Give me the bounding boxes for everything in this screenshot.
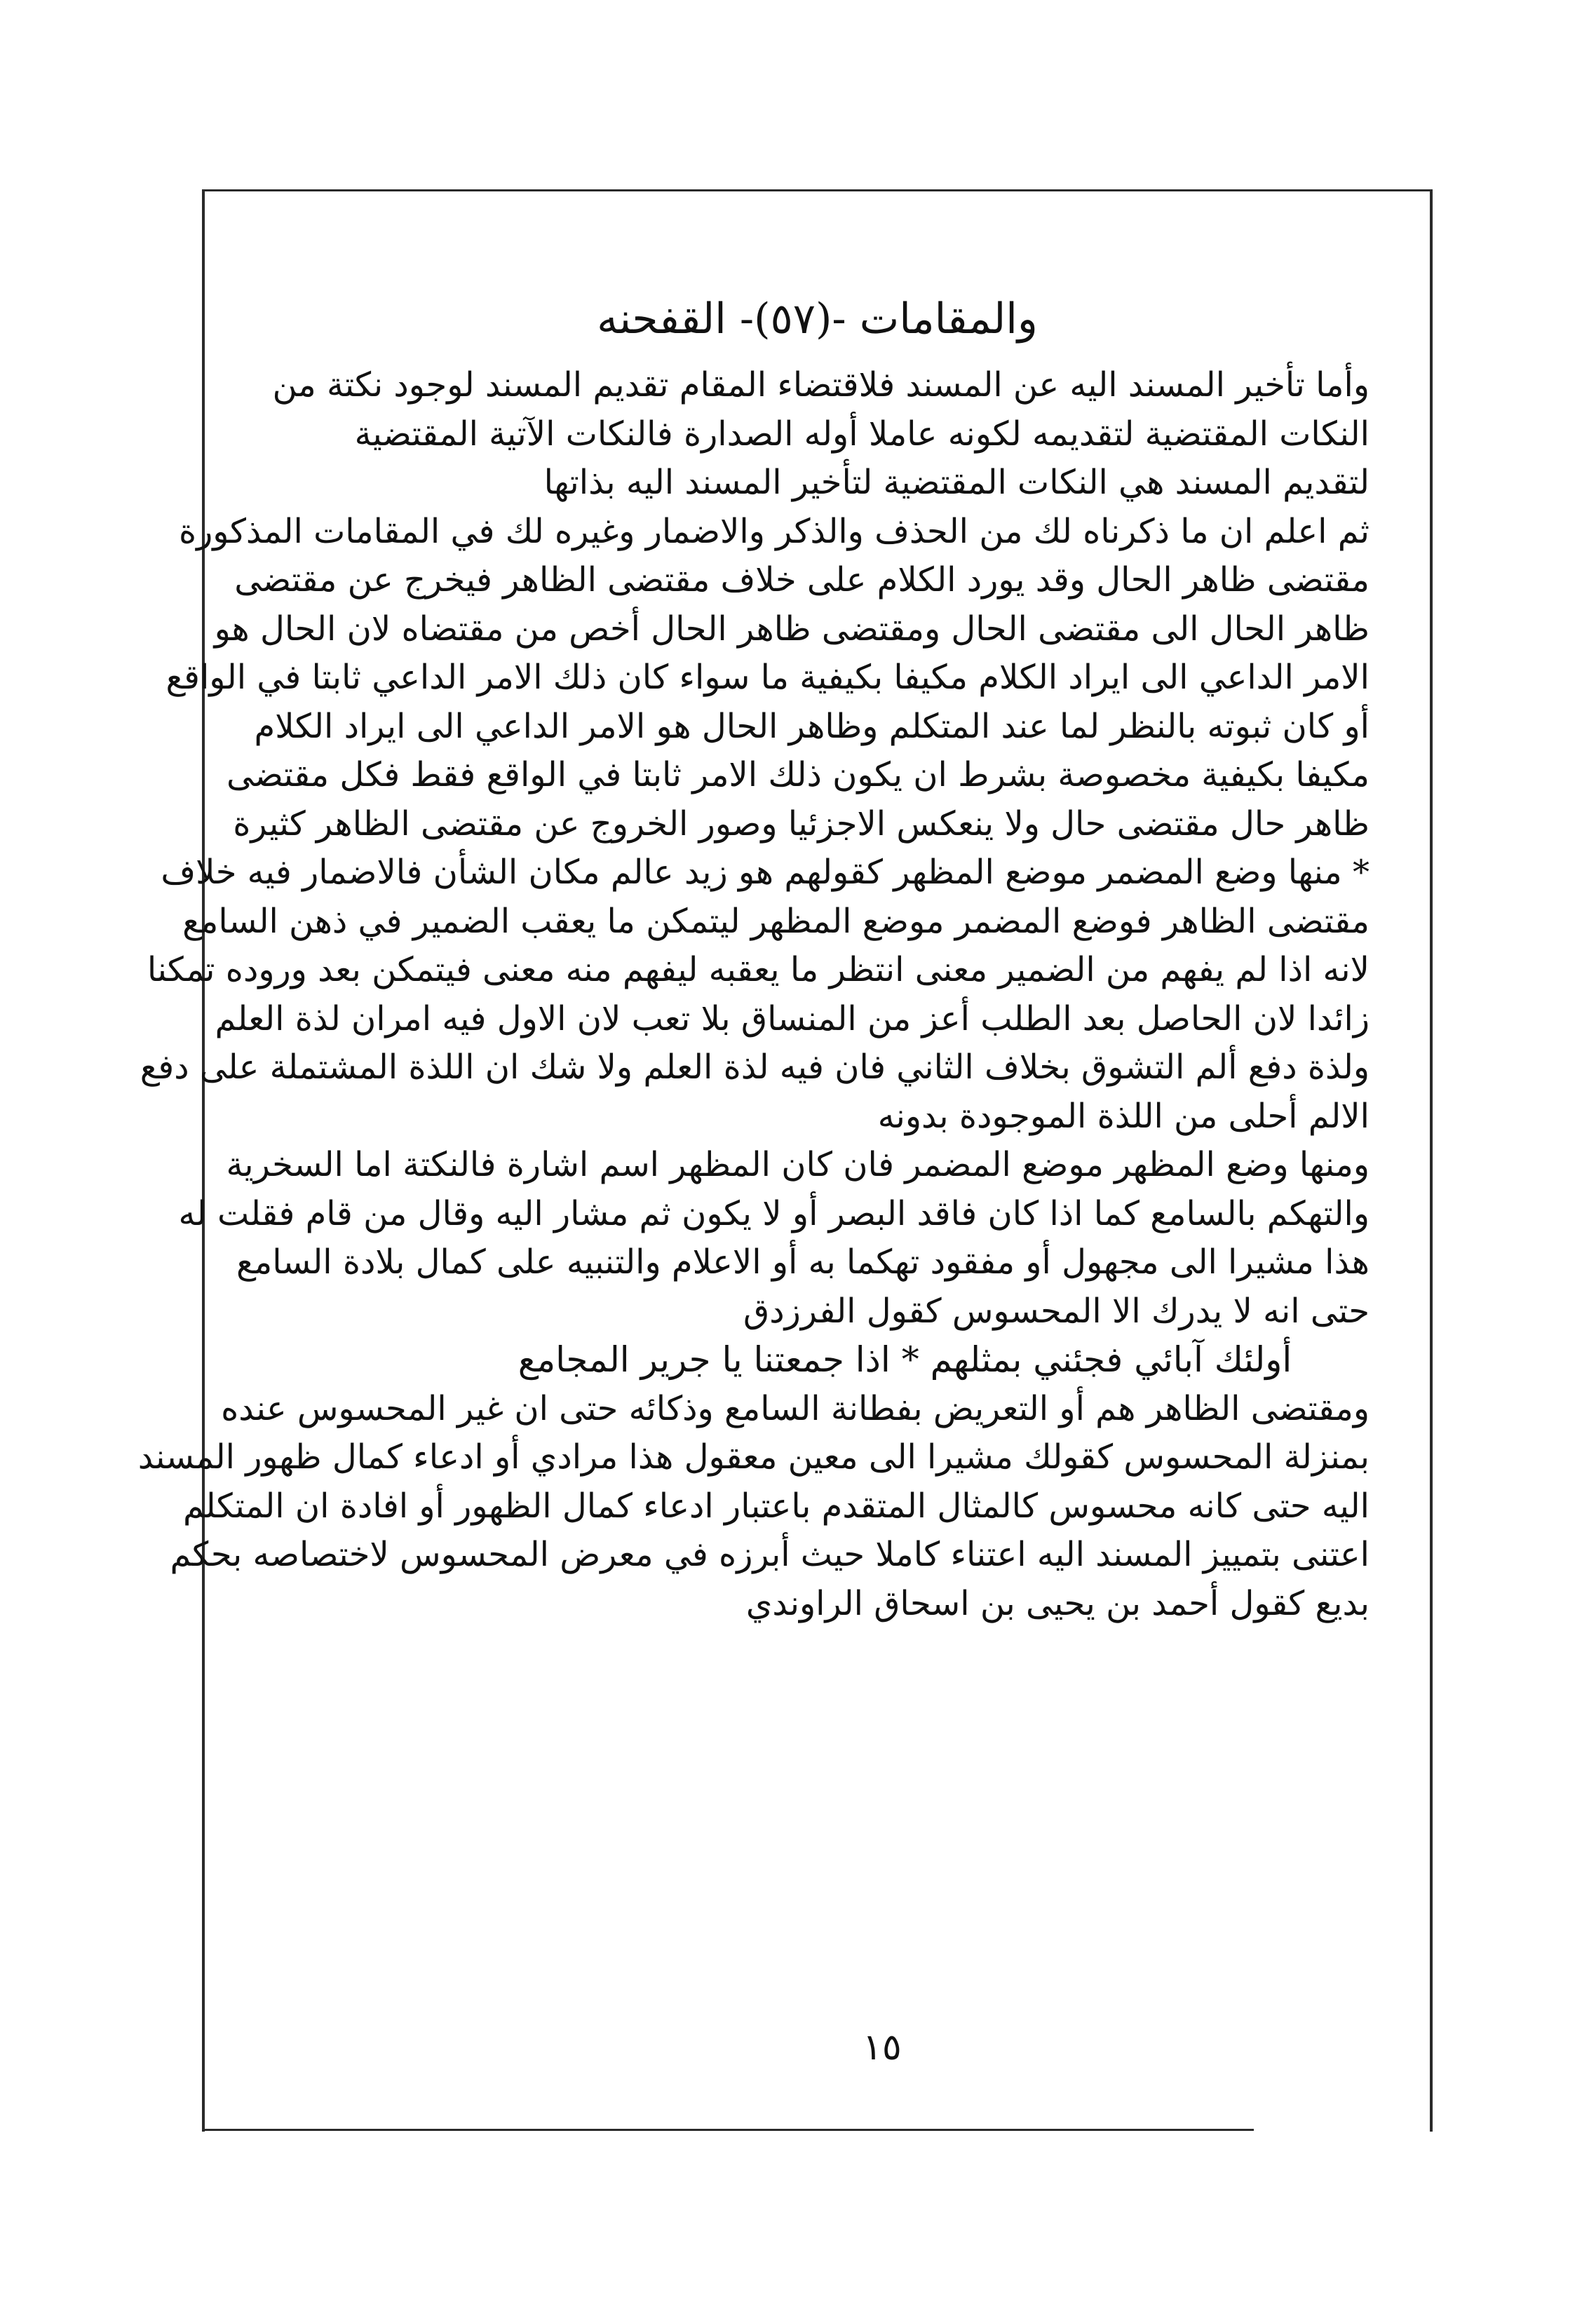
text-line: بمنزلة المحسوس كقولك مشيرا الى معين معقول هذا مرادي أو ادعاء كمال ظهور المسند <box>137 1437 1370 1477</box>
page-number: ١٥ <box>863 2026 902 2069</box>
poetry-verse: أولئك آبائي فجئني بمثلهم * اذا جمعتنا يا جرير المجامع <box>518 1339 1292 1380</box>
text-line: النكات المقتضية لتقديمه لكونه عاملا أوله الصدارة فالنكات الآتية المقتضية <box>354 414 1370 454</box>
text-line: الالم أحلى من اللذة الموجودة بدونه <box>877 1096 1370 1136</box>
text-line: ومنها وضع المظهر موضع المضمر فان كان المظهر اسم اشارة فالنكتة اما السخرية <box>226 1145 1370 1184</box>
text-line: أو كان ثبوته بالنظر لما عند المتكلم وظاهر الحال هو الامر الداعي الى ايراد الكلام <box>254 706 1370 746</box>
text-line: مقتضى ظاهر الحال وقد يورد الكلام على خلاف مقتضى الظاهر فيخرج عن مقتضى <box>234 560 1370 600</box>
body-text <box>137 361 1370 1628</box>
page-frame-bottom <box>202 2129 1254 2131</box>
text-line: ثم اعلم ان ما ذكرناه لك من الحذف والذكر والاضمار وغيره لك في المقامات المذكورة <box>178 511 1370 551</box>
page-header: والمقامات -(٥٧)- القفحنه <box>597 294 1038 344</box>
text-line: بديع كقول أحمد بن يحيى بن اسحاق الراوندي <box>745 1583 1370 1623</box>
text-line: ومقتضى الظاهر هم أو التعريض بفطانة السامع وذكائه حتى ان غير المحسوس عنده <box>221 1388 1370 1428</box>
text-line: لانه اذا لم يفهم من الضمير معنى انتظر ما يعقبه ليفهم منه معنى فيتمكن بعد وروده تمكنا <box>147 950 1370 989</box>
text-line: اليه حتى كانه محسوس كالمثال المتقدم باعتبار ادعاء كمال الظهور أو افادة ان المتكلم <box>183 1486 1370 1526</box>
text-line: مقتضى الظاهر فوضع المضمر موضع المظهر ليتمكن ما يعقب الضمير في ذهن السامع <box>182 901 1370 941</box>
text-line: * منها وضع المضمر موضع المظهر كقولهم هو زيد عالم مكان الشأن فالاضمار فيه خلاف <box>161 853 1370 892</box>
text-line: ولذة دفع ألم التشوق بخلاف الثاني فان فيه لذة العلم ولا شك ان اللذة المشتملة على دفع <box>140 1048 1370 1087</box>
text-line: اعتنى بتمييز المسند اليه اعتناء كاملا حيث أبرزه في معرض المحسوس لاختصاصه بحكم <box>170 1535 1370 1574</box>
text-line: لتقديم المسند هي النكات المقتضية لتأخير المسند اليه بذاتها <box>543 463 1370 502</box>
text-line: مكيفا بكيفية مخصوصة بشرط ان يكون ذلك الامر ثابتا في الواقع فقط فكل مقتضى <box>226 755 1370 794</box>
text-line: هذا مشيرا الى مجهول أو مفقود تهكما به أو الاعلام والتنبيه على كمال بلادة السامع <box>236 1243 1370 1282</box>
paragraph-block-2 <box>137 1385 1370 1629</box>
text-line: وأما تأخير المسند اليه عن المسند فلاقتضاء المقام تقديم المسند لوجود نكتة من <box>272 365 1370 405</box>
paragraph-block-1 <box>140 361 1370 1336</box>
text-line: ظاهر حال مقتضى حال ولا ينعكس الاجزئيا وصور الخروج عن مقتضى الظاهر كثيرة <box>233 804 1370 844</box>
text-line: الامر الداعي الى ايراد الكلام مكيفا بكيفية ما سواء كان ذلك الامر الداعي ثابتا في الواقع <box>165 658 1370 697</box>
text-line: والتهكم بالسامع كما اذا كان فاقد البصر أو لا يكون ثم مشار اليه وقال من قام فقلت له <box>178 1193 1370 1233</box>
text-line: ظاهر الحال الى مقتضى الحال ومقتضى ظاهر الحال أخص من مقتضاه لان الحال هو <box>214 609 1370 649</box>
text-line: حتى انه لا يدرك الا المحسوس كقول الفرزدق <box>743 1291 1370 1331</box>
text-line: زائدا لان الحاصل بعد الطلب أعز من المنساق بلا تعب لان الاول فيه امران لذة العلم <box>215 998 1370 1038</box>
